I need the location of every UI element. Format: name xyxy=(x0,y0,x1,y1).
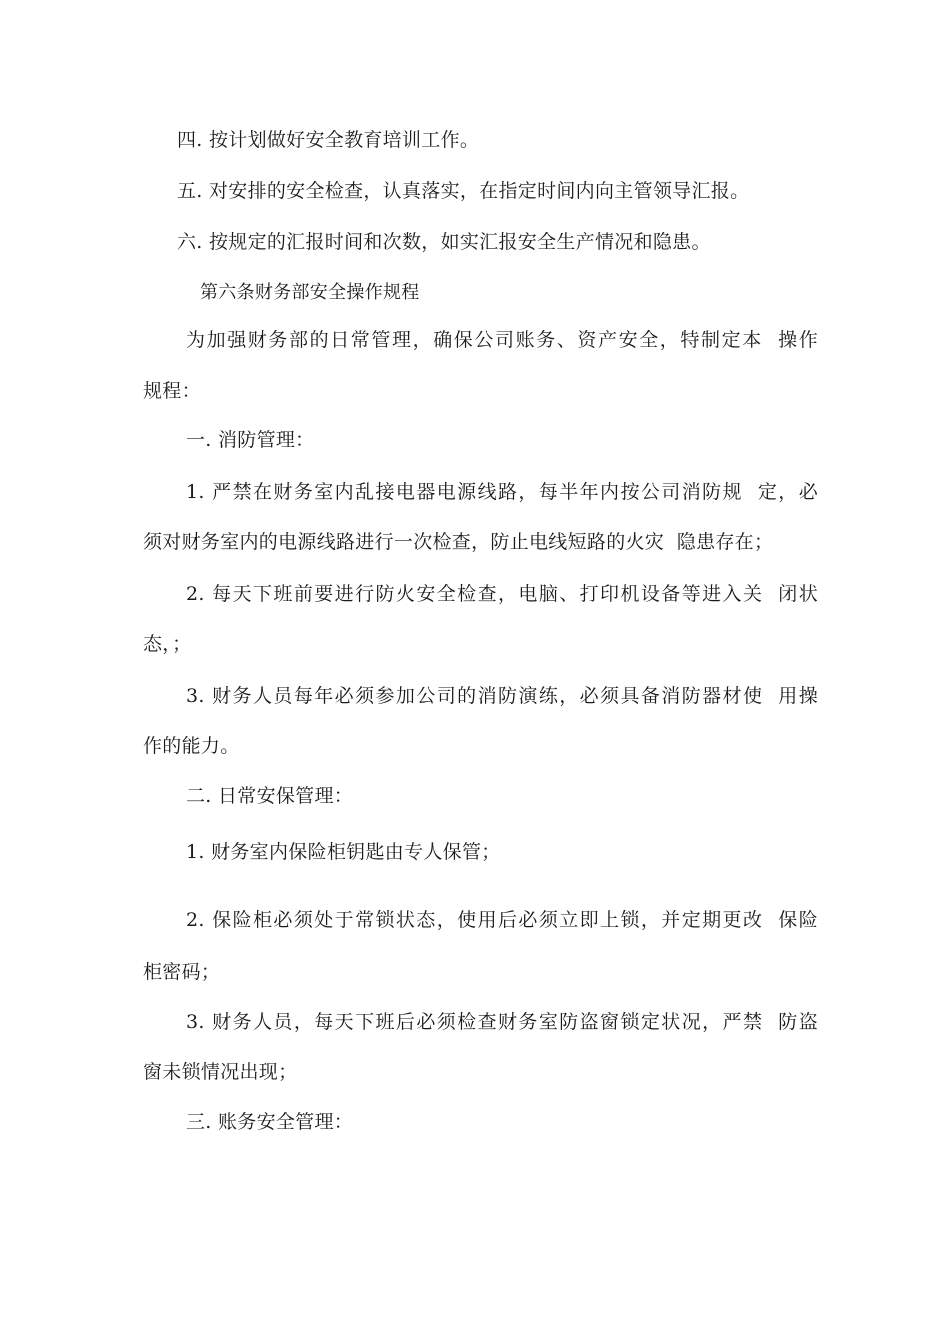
fire-item-2-line-1: 2. 每天下班前要进行防火安全检查，电脑、打印机设备等进入关 闭状 xyxy=(186,583,818,605)
subsection-fire-heading: 一. 消防管理： xyxy=(186,429,315,451)
security-item-3-line-1: 3. 财务人员，每天下班后必须检查财务室防盗窗锁定状况，严禁 防盗 xyxy=(186,1011,818,1033)
item-four: 四. 按计划做好安全教育培训工作。 xyxy=(177,129,480,151)
subsection-accounts-heading: 三. 账务安全管理： xyxy=(186,1111,354,1133)
fire-item-3-line-1: 3. 财务人员每年必须参加公司的消防演练，必须具备消防器材使 用操 xyxy=(186,685,818,707)
fire-item-1-line-1: 1. 严禁在财务室内乱接电器电源线路，每半年内按公司消防规 定，必 xyxy=(186,481,818,503)
security-item-1: 1. 财务室内保险柜钥匙由专人保管； xyxy=(186,841,501,863)
item-six: 六. 按规定的汇报时间和次数，如实汇报安全生产情况和隐患。 xyxy=(177,231,711,253)
intro-paragraph-line-2: 规程： xyxy=(143,380,201,402)
fire-item-2-line-2: 态，； xyxy=(143,633,192,655)
security-item-2-line-2: 柜密码； xyxy=(143,961,221,983)
intro-paragraph-line-1: 为加强财务部的日常管理，确保公司账务、资产安全，特制定本 操作 xyxy=(186,329,818,351)
fire-item-3-line-2: 作的能力。 xyxy=(143,735,240,757)
fire-item-1-line-2: 须对财务室内的电源线路进行一次检查，防止电线短路的火灾 隐患存在； xyxy=(143,531,774,553)
subsection-security-heading: 二. 日常安保管理： xyxy=(186,785,354,807)
security-item-3-line-2: 窗未锁情况出现； xyxy=(143,1061,298,1083)
item-five: 五. 对安排的安全检查，认真落实，在指定时间内向主管领导汇报。 xyxy=(177,180,750,202)
section-heading: 第六条财务部安全操作规程 xyxy=(200,282,420,303)
security-item-2-line-1: 2. 保险柜必须处于常锁状态，使用后必须立即上锁，并定期更改 保险 xyxy=(186,909,818,931)
